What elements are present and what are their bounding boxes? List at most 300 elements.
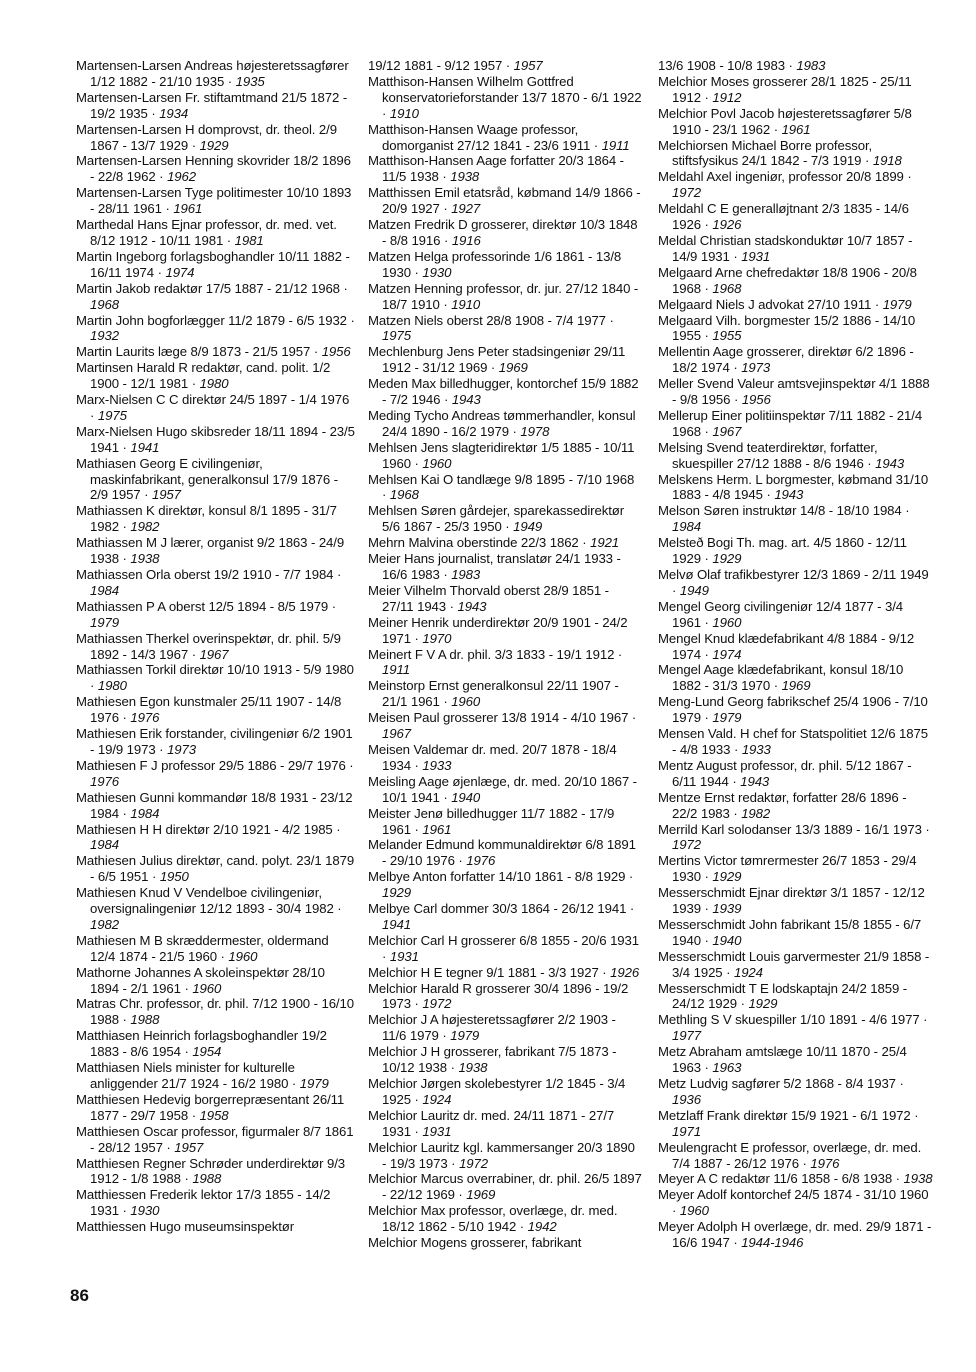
register-entry <box>368 281 642 313</box>
entry-year: 1940 <box>451 789 481 805</box>
entry-year: 1976 <box>90 773 119 789</box>
register-entry <box>368 869 642 901</box>
entry-year: 1973 <box>167 741 196 757</box>
entry-year: 1929 <box>712 869 742 885</box>
entry-text: Matthison-Hansen Aage forfatter 20/3 1864 - 11/5 1938 · <box>368 153 624 185</box>
register-entry <box>76 185 356 217</box>
register-entry <box>76 1124 356 1156</box>
entry-text: Mensen Vald. H chef for Statspolitiet 12/6 1875 - 4/8 1933 · <box>658 726 928 757</box>
register-entry <box>658 376 934 408</box>
register-entry <box>76 90 356 122</box>
entry-year: 1962 <box>167 169 196 185</box>
entry-year: 1982 <box>741 805 771 821</box>
register-entry <box>76 1092 356 1124</box>
register-entry <box>76 822 356 854</box>
entry-year: 1954 <box>192 1044 222 1060</box>
register-entry <box>658 631 934 663</box>
entry-text: Meier Vilhelm Thorvald oberst 28/9 1851 - 27/11 1943 · <box>368 582 609 614</box>
entry-year: 1957 <box>174 1139 204 1155</box>
entry-text: Meldahl Axel ingeniør, professor 20/8 1899 · <box>658 169 912 185</box>
entry-text: Melsteð Bogi Th. mag. art. 4/5 1860 - 12/11 1929 · <box>658 535 907 567</box>
register-entry <box>368 710 642 742</box>
entry-year: 1929 <box>712 551 742 567</box>
entry-text: Meinert F V A dr. phil. 3/3 1833 - 19/1 1912 · <box>368 646 623 662</box>
register-entry <box>76 631 356 663</box>
entry-text: Matzen Niels oberst 28/8 1908 - 7/4 1977 · <box>368 312 614 328</box>
register-entry <box>368 1012 642 1044</box>
column-1 <box>76 58 356 1235</box>
register-entry <box>76 456 356 504</box>
entry-text: Meinstorp Ernst generalkonsul 22/11 1907 - 21/1 1961 · <box>368 678 619 710</box>
entry-year: 1958 <box>199 1107 229 1123</box>
entry-text: Melchior Max professor, overlæge, dr. med. 18/12 1862 - 5/10 1942 · <box>368 1203 618 1235</box>
register-entry <box>368 74 642 122</box>
entry-year: 1983 <box>451 567 481 582</box>
register-entry <box>658 297 934 313</box>
entry-text: Matthiesen Oscar professor, figurmaler 8/7 1861 - 28/12 1957 · <box>76 1123 354 1155</box>
entry-text: Martensen-Larsen Tyge politimester 10/10 1893 - 28/11 1961 · <box>76 185 352 217</box>
entry-year: 1988 <box>130 1012 160 1028</box>
entry-text: Mathiesen Knud V Vendelboe civilingeniør, oversignalingeniør 12/12 1893 - 30/4 1982 · <box>76 885 342 917</box>
register-entry <box>368 1076 642 1108</box>
register-entry <box>658 694 934 726</box>
entry-text: Meyer Adolf kontorchef 24/5 1874 - 31/10 1960 · <box>658 1187 929 1219</box>
register-entry <box>658 1044 934 1076</box>
entry-text: Mathiassen M J lærer, organist 9/2 1863 - 24/9 1938 · <box>76 535 345 567</box>
entry-text: Matthissen Emil etatsråd, købmand 14/9 1866 - 20/9 1927 · <box>368 185 641 217</box>
entry-text: Mathiassen K direktør, konsul 8/1 1895 - 31/7 1982 · <box>76 503 337 535</box>
entry-text: Meldahl C E generalløjtnant 2/3 1835 - 14/6 1926 · <box>658 201 909 233</box>
entry-text: Melchior Moses grosserer 28/1 1825 - 25/11 1912 · <box>658 73 912 105</box>
register-entry <box>658 1012 934 1044</box>
register-entry <box>658 599 934 631</box>
entry-year: 1929 <box>382 885 411 901</box>
entry-text: Matthison-Hansen Waage professor, domorganist 27/12 1841 - 23/6 1911 · <box>368 121 599 153</box>
entry-text: Melson Søren instruktør 14/8 - 18/10 1984 · <box>658 503 910 519</box>
register-entry <box>368 837 642 869</box>
entry-year: 1936 <box>672 1091 701 1107</box>
entry-year: 1938 <box>450 169 480 185</box>
entry-year: 1949 <box>679 582 709 598</box>
register-entry <box>658 790 934 822</box>
register-entry <box>368 933 642 965</box>
entry-text: Melander Edmund kommunaldirektør 6/8 1891 - 29/10 1976 · <box>368 837 636 869</box>
register-entry <box>368 742 642 774</box>
entry-year: 1938 <box>458 1060 488 1076</box>
register-entry <box>76 424 356 456</box>
register-entry <box>658 662 934 694</box>
entry-text: Melskens Herm. L borgmester, købmand 31/10 1883 - 4/8 1945 · <box>658 471 929 503</box>
register-entry <box>76 662 356 694</box>
entry-text: Matthiessen Hugo museumsinspektør <box>76 1219 295 1235</box>
register-entry <box>658 440 934 472</box>
register-entry <box>76 1219 356 1235</box>
entry-year: 1957 <box>151 487 181 503</box>
entry-text: Metz Abraham amtslæge 10/11 1870 - 25/4 1963 · <box>658 1044 907 1076</box>
register-entry <box>368 58 642 74</box>
register-entry <box>658 726 934 758</box>
entry-text: Matthiasen Niels minister for kulturelle anliggender 21/7 1924 - 16/2 1980 · <box>76 1060 297 1091</box>
register-entry <box>658 265 934 297</box>
entry-text: Matthiesen Regner Schrøder underdirektør 9/3 1912 - 1/8 1988 · <box>76 1155 346 1187</box>
register-entry <box>76 503 356 535</box>
entry-text: Mathiesen Erik forstander, civilingeniør 6/2 1901 - 19/9 1973 · <box>76 726 353 757</box>
entry-year: 1921 <box>590 535 620 551</box>
entry-text: Methling S V skuespiller 1/10 1891 - 4/6 1977 · <box>658 1012 928 1028</box>
entry-text: Melchior Povl Jacob højesteretssagfører 5/8 1910 - 23/1 1962 · <box>658 105 912 137</box>
register-entry <box>368 965 642 981</box>
entry-year: 1943 <box>774 487 804 503</box>
entry-year: 1975 <box>97 407 127 423</box>
entry-text: Meldal Christian stadskonduktør 10/7 1857 - 14/9 1931 · <box>658 232 913 264</box>
register-entry <box>76 122 356 154</box>
entry-year: 1938 <box>903 1171 933 1187</box>
entry-text: Meier Hans journalist, translatør 24/1 1933 - 16/6 1983 · <box>368 551 621 582</box>
entry-text: Mathorne Johannes A skoleinspektør 28/10 1894 - 2/1 1961 · <box>76 964 325 996</box>
register-entry <box>658 853 934 885</box>
entry-text: Melgaard Niels J advokat 27/10 1911 · <box>658 296 880 312</box>
register-entry <box>76 249 356 281</box>
entry-text: Martensen-Larsen Henning skovrider 18/2 1896 - 22/8 1962 · <box>76 153 351 185</box>
entry-year: 1984 <box>130 805 160 821</box>
entry-text: Mathiesen Egon kunstmaler 25/11 1907 - 14/8 1976 · <box>76 694 342 726</box>
register-entry <box>76 726 356 758</box>
entry-text: Mathiesen Julius direktør, cand. polyt. 23/1 1879 - 6/5 1951 · <box>76 853 355 885</box>
entry-year: 1972 <box>672 837 701 853</box>
register-entry <box>76 758 356 790</box>
entry-text: Mathiassen Therkel overinspektør, dr. phil. 5/9 1892 - 14/3 1967 · <box>76 630 341 662</box>
entry-year: 1960 <box>422 455 452 471</box>
entry-year: 1979 <box>450 1028 480 1044</box>
register-entry <box>76 153 356 185</box>
register-entry <box>76 392 356 424</box>
register-entry <box>76 790 356 822</box>
entry-year: 1968 <box>389 487 419 503</box>
entry-text: Melbye Carl dommer 30/3 1864 - 26/12 1941 · <box>368 901 635 917</box>
register-entry <box>368 678 642 710</box>
entry-text: Martensen-Larsen H domprovst, dr. theol. 2/9 1867 - 13/7 1929 · <box>76 121 337 153</box>
entry-text: Mellerup Einer politiinspektør 7/11 1882 - 21/4 1968 · <box>658 407 923 439</box>
entry-text: Marthedal Hans Ejnar professor, dr. med. vet. 8/12 1912 - 10/11 1981 · <box>76 217 337 248</box>
entry-year: 1970 <box>422 630 452 646</box>
register-entry <box>368 408 642 440</box>
entry-text: Matthiasen Heinrich forlagsboghandler 19/2 1883 - 8/6 1954 · <box>76 1028 327 1060</box>
entry-year: 1967 <box>382 726 411 742</box>
entry-text: Matras Chr. professor, dr. phil. 7/12 1900 - 16/10 1988 · <box>76 996 354 1028</box>
entry-year: 1938 <box>130 551 160 567</box>
register-entry <box>368 551 642 583</box>
entry-text: Melchiorsen Michael Borre professor, stiftsfysikus 24/1 1842 - 7/3 1919 · <box>658 137 873 169</box>
entry-text: Melchior J A højesteretssagfører 2/2 1903 - 11/6 1979 · <box>368 1012 616 1044</box>
entry-text: Melsing Svend teaterdirektør, forfatter, skuespiller 27/12 1888 - 8/6 1946 · <box>658 439 878 471</box>
entry-text: Messerschmidt John fabrikant 15/8 1855 - 6/7 1940 · <box>658 916 922 948</box>
entry-text: Messerschmidt Louis garvermester 21/9 1858 - 3/4 1925 · <box>658 948 930 980</box>
register-entry <box>368 1044 642 1076</box>
entry-text: Melchior Jørgen skolebestyrer 1/2 1845 - 3/4 1925 · <box>368 1076 626 1107</box>
register-entry <box>368 535 642 551</box>
register-entry <box>368 583 642 615</box>
register-entry <box>76 313 356 345</box>
register-entry <box>76 217 356 249</box>
entry-text: Mechlenburg Jens Peter stadsingeniør 29/11 1912 - 31/12 1969 · <box>368 344 626 376</box>
entry-text: Marx-Nielsen C C direktør 24/5 1897 - 1/4 1976 · <box>76 392 350 423</box>
entry-year: 1960 <box>192 980 222 996</box>
register-entry <box>76 853 356 885</box>
entry-year: 1910 <box>389 105 419 121</box>
register-entry <box>76 535 356 567</box>
entry-year: 1968 <box>712 280 742 296</box>
entry-text: Martinsen Harald R redaktør, cand. polit. 1/2 1900 - 12/1 1981 · <box>76 360 331 392</box>
entry-year: 1960 <box>679 1203 709 1219</box>
entry-text: Melchior Harald R grosserer 30/4 1896 - 19/2 1973 · <box>368 980 629 1012</box>
register-entry <box>368 313 642 345</box>
entry-text: Matthiessen Frederik lektor 17/3 1855 - 14/2 1931 · <box>76 1187 331 1219</box>
entry-year: 1955 <box>712 328 742 344</box>
register-entry <box>76 567 356 599</box>
register-entry <box>658 535 934 567</box>
register-entry <box>658 344 934 376</box>
register-entry <box>76 360 356 392</box>
entry-text: Melgaard Vilh. borgmester 15/2 1886 - 14/10 1955 · <box>658 312 916 344</box>
entry-year: 1911 <box>382 662 410 678</box>
column-2 <box>368 58 642 1251</box>
entry-text: Mathiasen Georg E civilingeniør, maskinfabrikant, generalkonsul 17/9 1876 - 2/9 1957 · <box>76 455 338 503</box>
entry-text: Mehlsen Søren gårdejer, sparekassedirektør 5/6 1867 - 25/3 1950 · <box>368 503 625 535</box>
entry-year: 1972 <box>422 996 452 1012</box>
register-entry <box>368 472 642 504</box>
entry-year: 1932 <box>90 328 119 344</box>
entry-text: Melvø Olaf trafikbestyrer 12/3 1869 - 2/11 1949 · <box>658 567 929 598</box>
entry-year: 1979 <box>90 614 119 630</box>
entry-text: Mathiesen M B skræddermester, oldermand 12/4 1874 - 21/5 1960 · <box>76 932 329 964</box>
register-entry <box>76 885 356 933</box>
entry-year: 1963 <box>712 1060 742 1076</box>
entry-year: 1943 <box>875 455 905 471</box>
entry-year: 1939 <box>712 901 742 917</box>
register-entry <box>368 1235 642 1251</box>
entry-year: 1977 <box>672 1028 701 1044</box>
register-entry <box>368 647 642 679</box>
entry-year: 1973 <box>741 360 771 376</box>
entry-text: Meulengracht E professor, overlæge, dr. med. 7/4 1887 - 26/12 1976 · <box>658 1139 922 1171</box>
entry-year: 1956 <box>741 392 771 408</box>
entry-text: Melgaard Arne chefredaktør 18/8 1906 - 20/8 1968 · <box>658 264 917 296</box>
entry-text: Mengel Georg civilingeniør 12/4 1877 - 3/4 1961 · <box>658 598 904 630</box>
entry-year: 1979 <box>712 710 742 726</box>
entry-text: Melchior Lauritz kgl. kammersanger 20/3 1890 - 19/3 1973 · <box>368 1139 635 1171</box>
entry-text: Metzlaff Frank direktør 15/9 1921 - 6/1 1972 · <box>658 1107 919 1123</box>
entry-year: 1974 <box>712 646 742 662</box>
register-entry <box>368 1171 642 1203</box>
entry-text: Mehrn Malvina oberstinde 22/3 1862 · <box>368 535 587 551</box>
register-entry <box>658 138 934 170</box>
register-entry <box>658 949 934 981</box>
entry-year: 1982 <box>90 916 119 932</box>
entry-year: 1931 <box>389 948 419 964</box>
entry-text: Matzen Fredrik D grosserer, direktør 10/3 1848 - 8/8 1916 · <box>368 217 638 248</box>
entry-text: Meister Jenø billedhugger 11/7 1882 - 17/9 1961 · <box>368 805 615 837</box>
entry-text: Melchior Lauritz dr. med. 24/11 1871 - 27/7 1931 · <box>368 1107 615 1139</box>
entry-year: 1935 <box>235 73 265 89</box>
entry-year: 1934 <box>159 105 189 121</box>
entry-text: Meding Tycho Andreas tømmerhandler, konsul 24/4 1890 - 16/2 1979 · <box>368 407 636 439</box>
entry-text: Melchior Marcus overrabiner, dr. phil. 26/5 1897 - 22/12 1969 · <box>368 1171 642 1203</box>
entry-year: 1978 <box>520 423 550 439</box>
entry-text: Mathiesen Gunni kommandør 18/8 1931 - 23/12 1984 · <box>76 789 353 821</box>
register-entry <box>658 1219 934 1251</box>
entry-year: 1943 <box>740 773 770 789</box>
page-number: 86 <box>70 1286 89 1305</box>
entry-year: 1944-1946 <box>741 1235 804 1251</box>
entry-year: 1961 <box>422 821 452 837</box>
register-entry <box>76 694 356 726</box>
entry-year: 1930 <box>130 1203 160 1219</box>
register-entry <box>76 1187 356 1219</box>
register-entry <box>368 1203 642 1235</box>
register-entry <box>76 1060 356 1092</box>
register-entry <box>658 1076 934 1108</box>
register-entry <box>76 344 356 360</box>
register-entry <box>658 201 934 233</box>
entry-year: 1969 <box>781 678 811 694</box>
register-entry <box>658 313 934 345</box>
entry-year: 1941 <box>130 439 160 455</box>
entry-year: 1979 <box>882 296 912 312</box>
register-entry <box>76 965 356 997</box>
entry-text: Melchior H E tegner 9/1 1881 - 3/3 1927 · <box>368 964 607 980</box>
entry-year: 1941 <box>382 916 411 932</box>
entry-text: Meisling Aage øjenlæge, dr. med. 20/10 1867 - 10/1 1941 · <box>368 773 637 805</box>
entry-text: Martensen-Larsen Fr. stiftamtmand 21/5 1872 - 19/2 1935 · <box>76 89 348 121</box>
entry-year: 1926 <box>712 217 742 233</box>
register-entry <box>658 885 934 917</box>
register-entry <box>368 981 642 1013</box>
entry-year: 1983 <box>796 58 826 73</box>
entry-year: 1960 <box>228 948 258 964</box>
register-entry <box>658 408 934 440</box>
entry-year: 1975 <box>382 328 411 344</box>
entry-year: 1956 <box>321 344 351 360</box>
register-entry <box>658 74 934 106</box>
entry-year: 1924 <box>422 1091 452 1107</box>
entry-year: 1976 <box>130 710 160 726</box>
entry-text: Meller Svend Valeur amtsvejinspektør 4/1 1888 - 9/8 1956 · <box>658 376 930 408</box>
register-entry <box>76 281 356 313</box>
register-entry <box>368 440 642 472</box>
register-entry <box>368 774 642 806</box>
entry-year: 1918 <box>872 153 902 169</box>
register-entry <box>368 376 642 408</box>
entry-text: Messerschmidt T E lodskaptajn 24/2 1859 - 24/12 1929 · <box>658 980 908 1012</box>
entry-year: 1982 <box>130 519 160 535</box>
register-entry <box>368 615 642 647</box>
register-entry <box>76 996 356 1028</box>
entry-year: 1933 <box>422 757 452 773</box>
register-entry <box>76 58 356 90</box>
entry-year: 1960 <box>712 614 742 630</box>
entry-text: Melchior Mogens grosserer, fabrikant <box>368 1235 582 1251</box>
entry-year: 1943 <box>451 392 481 408</box>
entry-year: 1942 <box>527 1219 557 1235</box>
entry-year: 1940 <box>712 932 742 948</box>
entry-year: 1984 <box>90 837 119 853</box>
register-entry <box>658 58 934 74</box>
entry-year: 1929 <box>748 996 778 1012</box>
entry-text: Martin Ingeborg forlagsboghandler 10/11 1882 - 16/11 1974 · <box>76 248 350 280</box>
entry-year: 1926 <box>610 964 640 980</box>
register-entry <box>368 153 642 185</box>
entry-text: Meisen Paul grosserer 13/8 1914 - 4/10 1967 · <box>368 710 637 726</box>
entry-text: Mathiesen H H direktør 2/10 1921 - 4/2 1985 · <box>76 821 341 837</box>
entry-text: Martin Laurits læge 8/9 1873 - 21/5 1957 · <box>76 344 319 360</box>
register-entry <box>76 1028 356 1060</box>
entry-year: 1980 <box>97 678 127 694</box>
entry-year: 1974 <box>165 264 195 280</box>
entry-text: Meisen Valdemar dr. med. 20/7 1878 - 18/4 1934 · <box>368 741 617 773</box>
entry-text: Mentz August professor, dr. phil. 5/12 1867 - 6/11 1944 · <box>658 757 912 789</box>
entry-year: 1927 <box>451 201 481 217</box>
entry-text: Matthison-Hansen Wilhelm Gottfred konservatorieforstander 13/7 1870 - 6/1 1922 · <box>368 73 642 121</box>
entry-text: Metz Ludvig sagfører 5/2 1868 - 8/4 1937 · <box>658 1076 904 1091</box>
entry-year: 1911 <box>601 137 630 153</box>
entry-text: Melbye Anton forfatter 14/10 1861 - 8/8 1929 · <box>368 869 634 885</box>
register-entry <box>658 106 934 138</box>
entry-text: Mengel Knud klædefabrikant 4/8 1884 - 9/12 1974 · <box>658 630 915 662</box>
entry-text: Matzen Henning professor, dr. jur. 27/12 1840 - 18/7 1910 · <box>368 280 639 312</box>
entry-year: 1984 <box>672 519 701 535</box>
entry-text: Mathiesen F J professor 29/5 1886 - 29/7 1976 · <box>76 757 354 773</box>
entry-year: 1976 <box>466 853 496 869</box>
entry-year: 1971 <box>672 1123 701 1139</box>
entry-text: Mathiassen Torkil direktør 10/10 1913 - 5/9 1980 · <box>76 662 354 694</box>
register-entry <box>368 503 642 535</box>
register-entry <box>658 917 934 949</box>
entry-year: 1933 <box>741 741 771 757</box>
register-entry <box>658 758 934 790</box>
entry-year: 1960 <box>451 694 481 710</box>
entry-text: Meyer Adolph H overlæge, dr. med. 29/9 1871 - 16/6 1947 · <box>658 1219 932 1251</box>
register-entry <box>658 169 934 201</box>
register-entry <box>658 233 934 265</box>
entry-year: 1961 <box>781 121 811 137</box>
register-entry <box>658 1140 934 1172</box>
entry-text: Matzen Helga professorinde 1/6 1861 - 13/8 1930 · <box>368 248 622 280</box>
entry-year: 1988 <box>192 1171 222 1187</box>
register-entry <box>658 503 934 535</box>
entry-year: 1984 <box>90 582 119 598</box>
entry-year: 1931 <box>422 1123 452 1139</box>
entry-text: Martin John bogforlægger 11/2 1879 - 6/5 1932 · <box>76 312 355 328</box>
register-entry <box>368 1140 642 1172</box>
entry-year: 1967 <box>199 646 229 662</box>
entry-text: Marx-Nielsen Hugo skibsreder 18/11 1894 - 23/5 1941 · <box>76 423 355 455</box>
entry-year: 1950 <box>159 869 189 885</box>
entry-text: Meden Max billedhugger, kontorchef 15/9 1882 - 7/2 1946 · <box>368 376 639 408</box>
entry-year: 1972 <box>459 1155 488 1171</box>
register-entry <box>658 822 934 854</box>
entry-text: Mathiassen Orla oberst 19/2 1910 - 7/7 1984 · <box>76 567 342 582</box>
register-entry <box>658 1171 934 1187</box>
entry-text: Mehlsen Kai O tandlæge 9/8 1895 - 7/10 1968 · <box>368 471 635 503</box>
entry-year: 1980 <box>199 376 229 392</box>
entry-year: 1961 <box>173 201 203 217</box>
register-entry <box>368 249 642 281</box>
entry-text: Mengel Aage klædefabrikant, konsul 18/10 1882 - 31/3 1970 · <box>658 662 904 694</box>
entry-year: 1931 <box>741 248 771 264</box>
entry-year: 1943 <box>457 598 487 614</box>
entry-text: Martensen-Larsen Andreas højesteretssagfører 1/12 1882 - 21/10 1935 · <box>76 58 349 89</box>
register-entry <box>76 599 356 631</box>
